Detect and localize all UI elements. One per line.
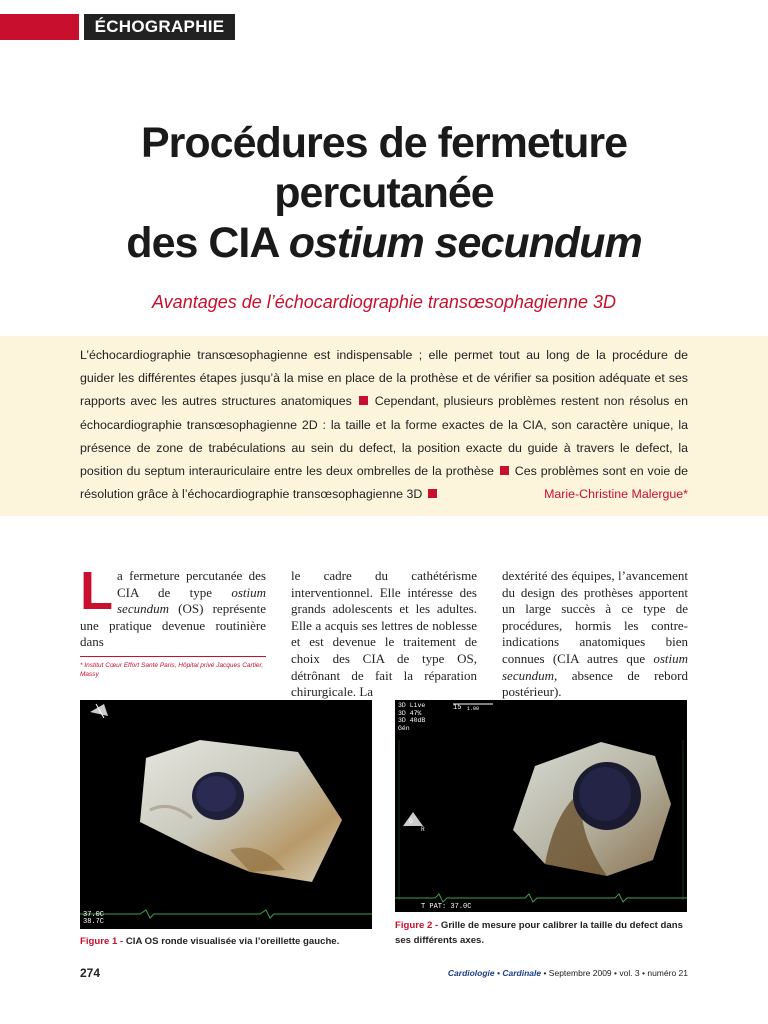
figure-1-caption: Figure 1 - CIA OS ronde visualisée via l’oreillette gauche. [80,936,340,947]
figure-2-temp-readout: T PAT: 37.0C [421,903,472,911]
square-bullet-icon [428,489,437,498]
figure-2-depth-number: 15 [453,704,462,712]
rubric-bar [0,14,79,40]
echo-3d-render-1 [80,700,372,929]
figure-2-depth-unit: 1.00 [467,706,480,712]
author-name: Marie-Christine Malergue* [544,487,688,502]
figure-2-caption: Figure 2 - Grille de mesure pour calibrer la taille du defect dans ses différents axes. [395,920,683,946]
affiliation-footnote: * Institut Cœur Effort Santé Paris, Hôpital privé Jacques Cartier, Massy [80,656,266,679]
figure-2-marker-r: R [421,826,425,833]
article-subtitle: Avantages de l’échocardiographie transœsophagienne 3D [152,292,616,312]
article-title [0,118,768,268]
echo-3d-render-2 [395,700,687,912]
abstract-box [0,336,768,516]
title-line-3: des CIA ostium secundum [126,219,642,267]
figure-1-image [80,700,372,929]
abstract-text: L’échocardiographie transœsophagienne est indispensable ; elle permet tout au long de la procédure de guider les différentes étapes jusqu’à la mise en place de la prothèse et de vérifier sa position adéquate et ses rapports avec les autres structures anatomiques Cependant, plusieurs problèmes restent non résolus en échocardiographie transœsophagienne 2D : la taille et la forme exactes de la CIA, son caractère unique, la présence de zone de trabéculations au sein du defect, la position exacte du guide à travers le defect, la position du septum interauriculaire entre les deux ombrelles de la prothèse Ces problèmes sont en voie de résolution grâce à l’échocardiographie transœsophagienne 3D Marie-Christine Malergue* [80,344,688,506]
section-rubric: ÉCHOGRAPHIE [84,14,235,40]
figure-2-settings-readout: 3D Live 3D 47% 3D 40dB Gén [398,702,426,732]
square-bullet-icon [500,466,509,475]
square-bullet-icon [359,396,368,405]
column-2: le cadre du cathétérisme interventionnel. Elle intéresse des grands adolescents et les adultes. Elle a acquis ses lettres de noblesse et est devenue le traitement de choix des CIA de type OS, détrônant de fait la réparation chirurgicale. La [291,568,477,700]
column-1: La fermeture percutanée des CIA de type ostium secundum (OS) représente une pratique devenue routinière dans [80,561,266,650]
figure-1-temp-readout: 37.0C 38.7C [83,911,105,926]
figure-2-marker-g: G [409,818,413,825]
drop-cap: L [80,561,113,621]
page-number: 274 [80,966,101,980]
figure-2-image [395,700,687,912]
title-line-2: percutanée [274,169,494,217]
title-line-1: Procédures de fermeture [140,119,628,167]
journal-reference: Cardiologie • Cardinale • Septembre 2009 • vol. 3 • numéro 21 [447,968,688,978]
column-3: dextérité des équipes, l’avancement du design des prothèses apportent un large succès à ce type de procédures, hormis les contre-indications anatomiques bien connues (CIA autres que ostium secundum, absence de rebord postérieur). [502,568,688,700]
